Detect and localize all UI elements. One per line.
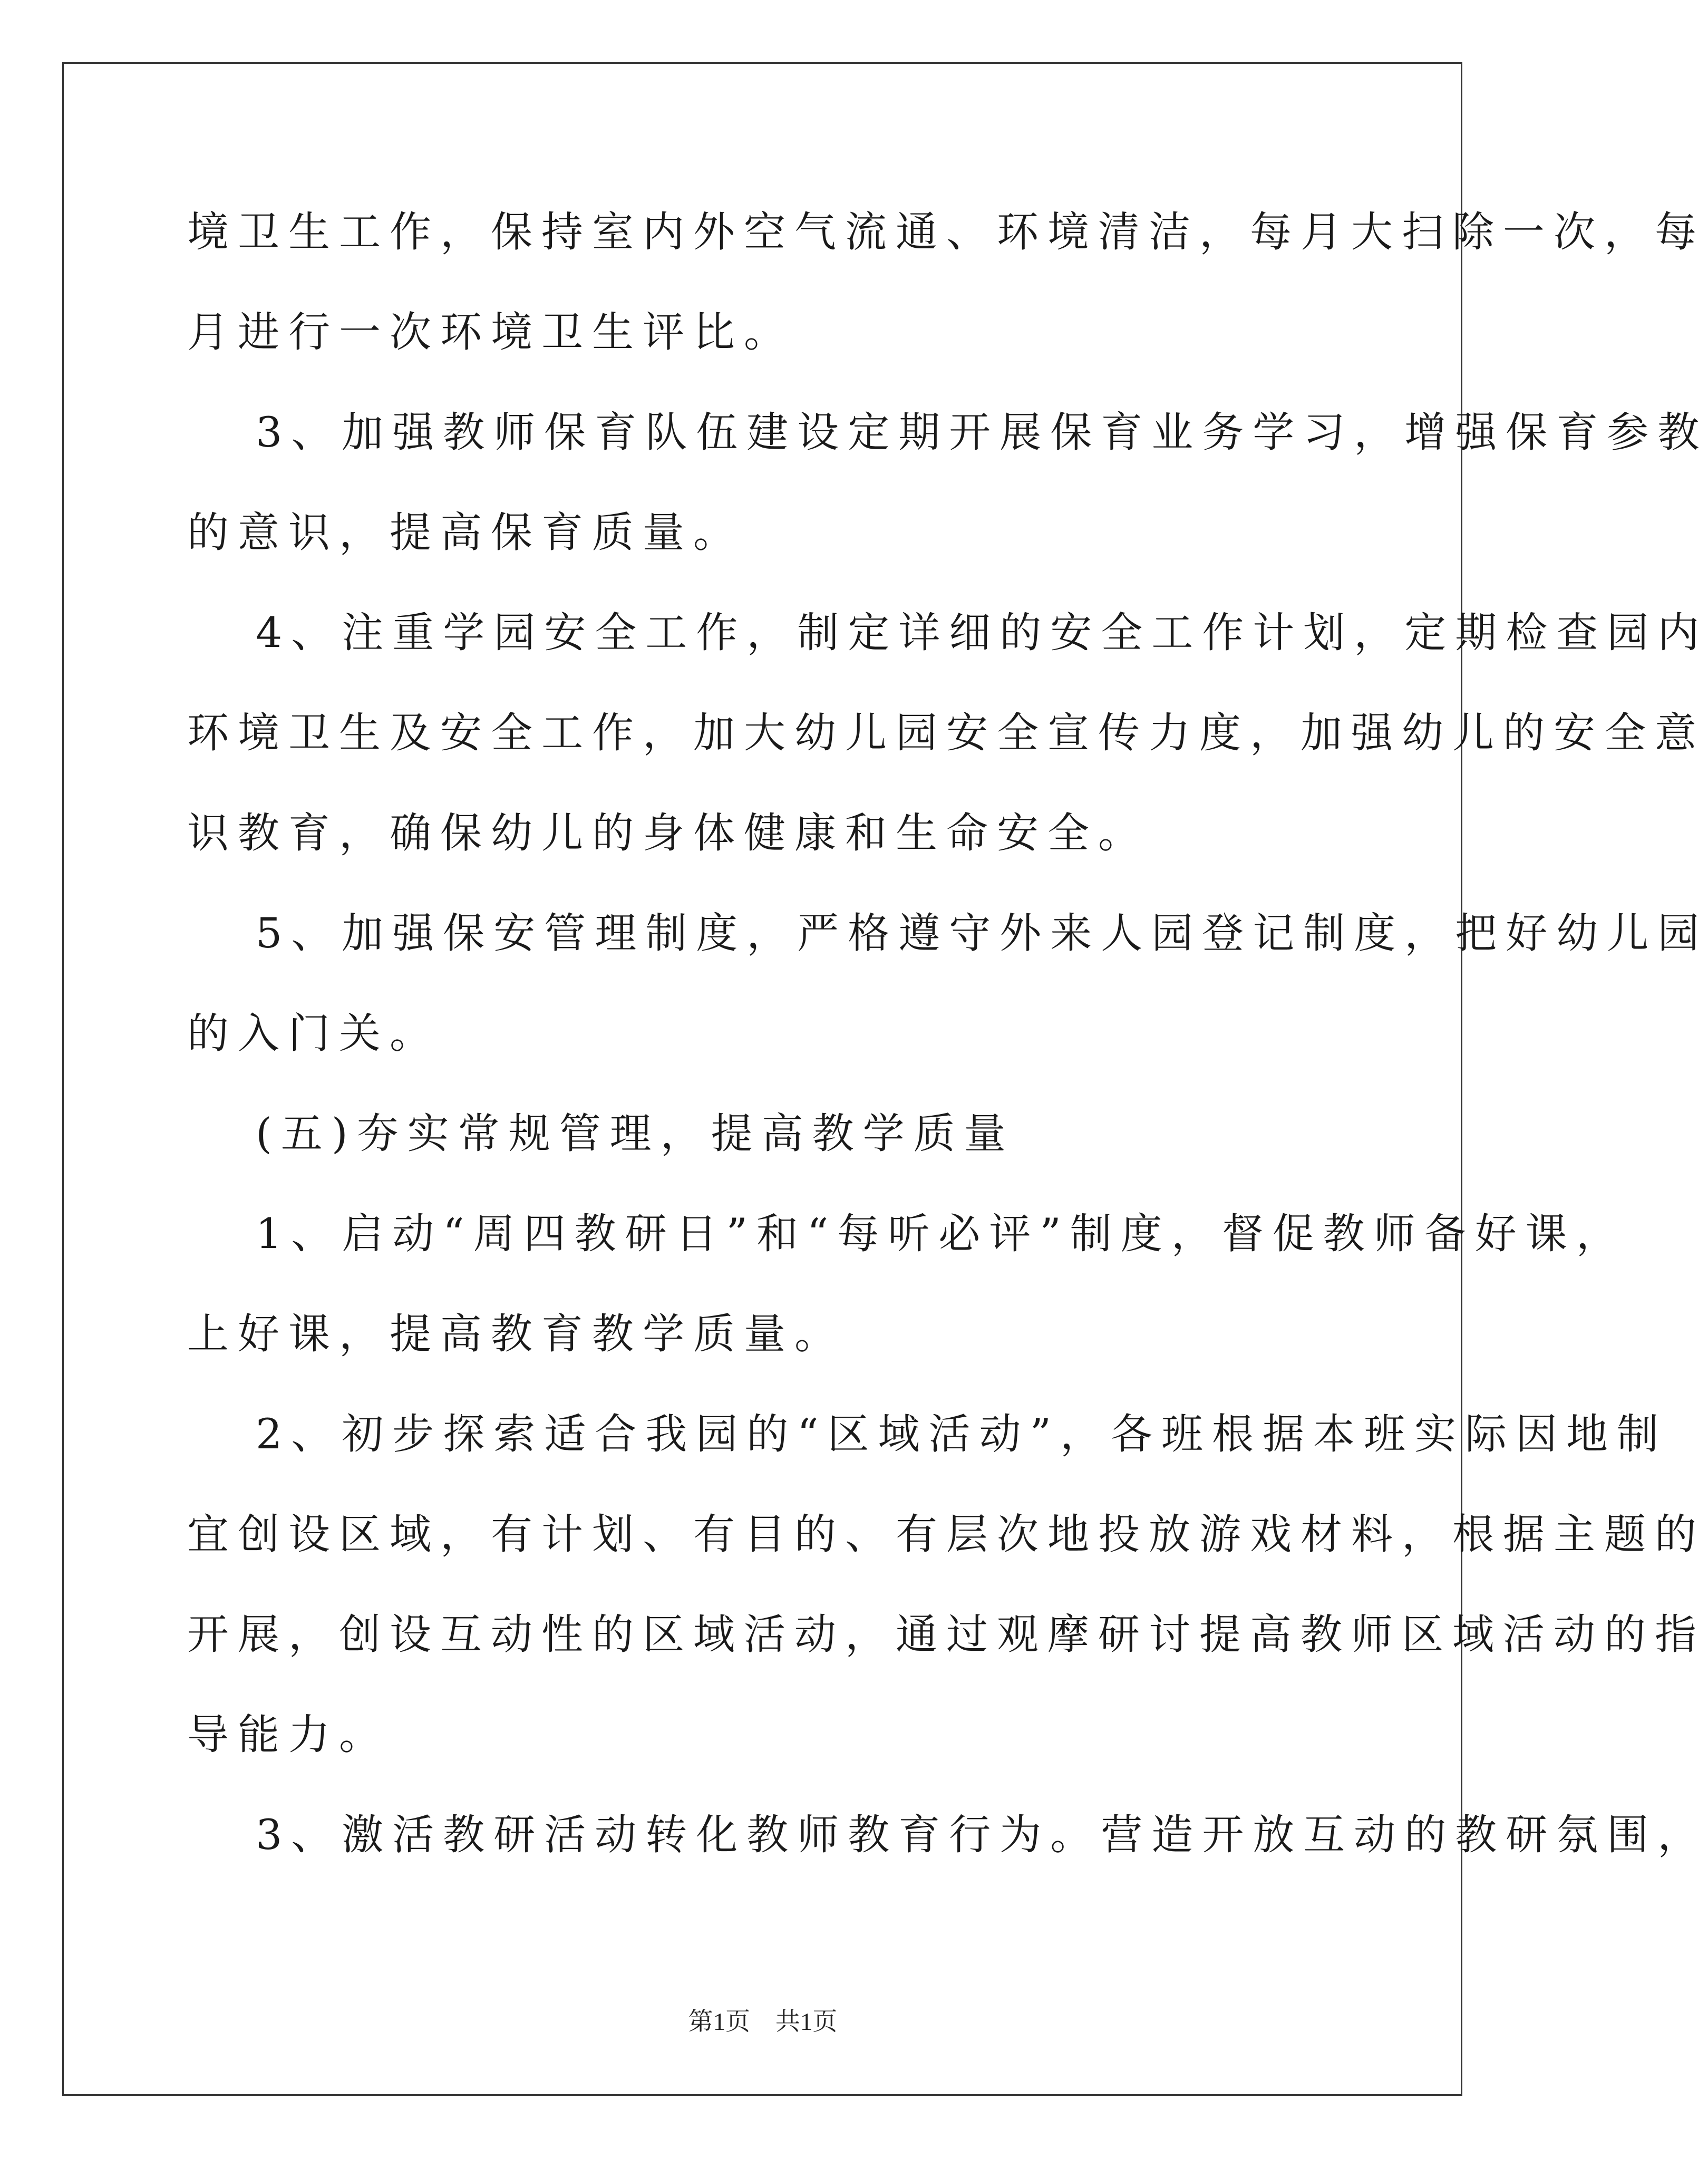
text-line: 导能力。 <box>187 1710 390 1759</box>
text-line: 3、激活教研活动转化教师教育行为。营造开放互动的教研氛围， <box>256 1811 1708 1859</box>
text-line: 1、启动“周四教研日”和“每听必评”制度，督促教师备好课， <box>256 1209 1627 1258</box>
page-footer <box>0 2006 1526 2038</box>
text-line: 3、加强教师保育队伍建设定期开展保育业务学习，增强保育参教 <box>256 408 1708 457</box>
text-line: 5、加强保安管理制度，严格遵守外来人园登记制度，把好幼儿园 <box>256 909 1708 957</box>
text-line: 上好课，提高教育教学质量。 <box>187 1310 845 1358</box>
text-line: 月进行一次环境卫生评比。 <box>187 308 794 356</box>
text-line: 环境卫生及安全工作，加大幼儿园安全宣传力度，加强幼儿的安全意 <box>187 709 1705 757</box>
text-line: 识教育，确保幼儿的身体健康和生命安全。 <box>187 809 1149 857</box>
section-heading: (五)夯实常规管理，提高教学质量 <box>256 1109 1015 1158</box>
total-pages: 共1页 <box>775 2008 838 2036</box>
page-number: 第1页 <box>688 2008 751 2036</box>
text-line: 开展，创设互动性的区域活动，通过观摩研讨提高教师区域活动的指 <box>187 1610 1705 1659</box>
page-border <box>62 62 1462 2096</box>
text-line: 4、注重学园安全工作，制定详细的安全工作计划，定期检查园内 <box>256 608 1708 657</box>
text-line: 2、初步探索适合我园的“区域活动”，各班根据本班实际因地制 <box>256 1410 1668 1458</box>
text-line: 的入门关。 <box>187 1009 440 1058</box>
text-line: 的意识，提高保育质量。 <box>187 508 744 557</box>
text-line: 境卫生工作，保持室内外空气流通、环境清洁，每月大扫除一次，每 <box>187 208 1705 256</box>
text-line: 宜创设区域，有计划、有目的、有层次地投放游戏材料，根据主题的 <box>187 1510 1705 1559</box>
